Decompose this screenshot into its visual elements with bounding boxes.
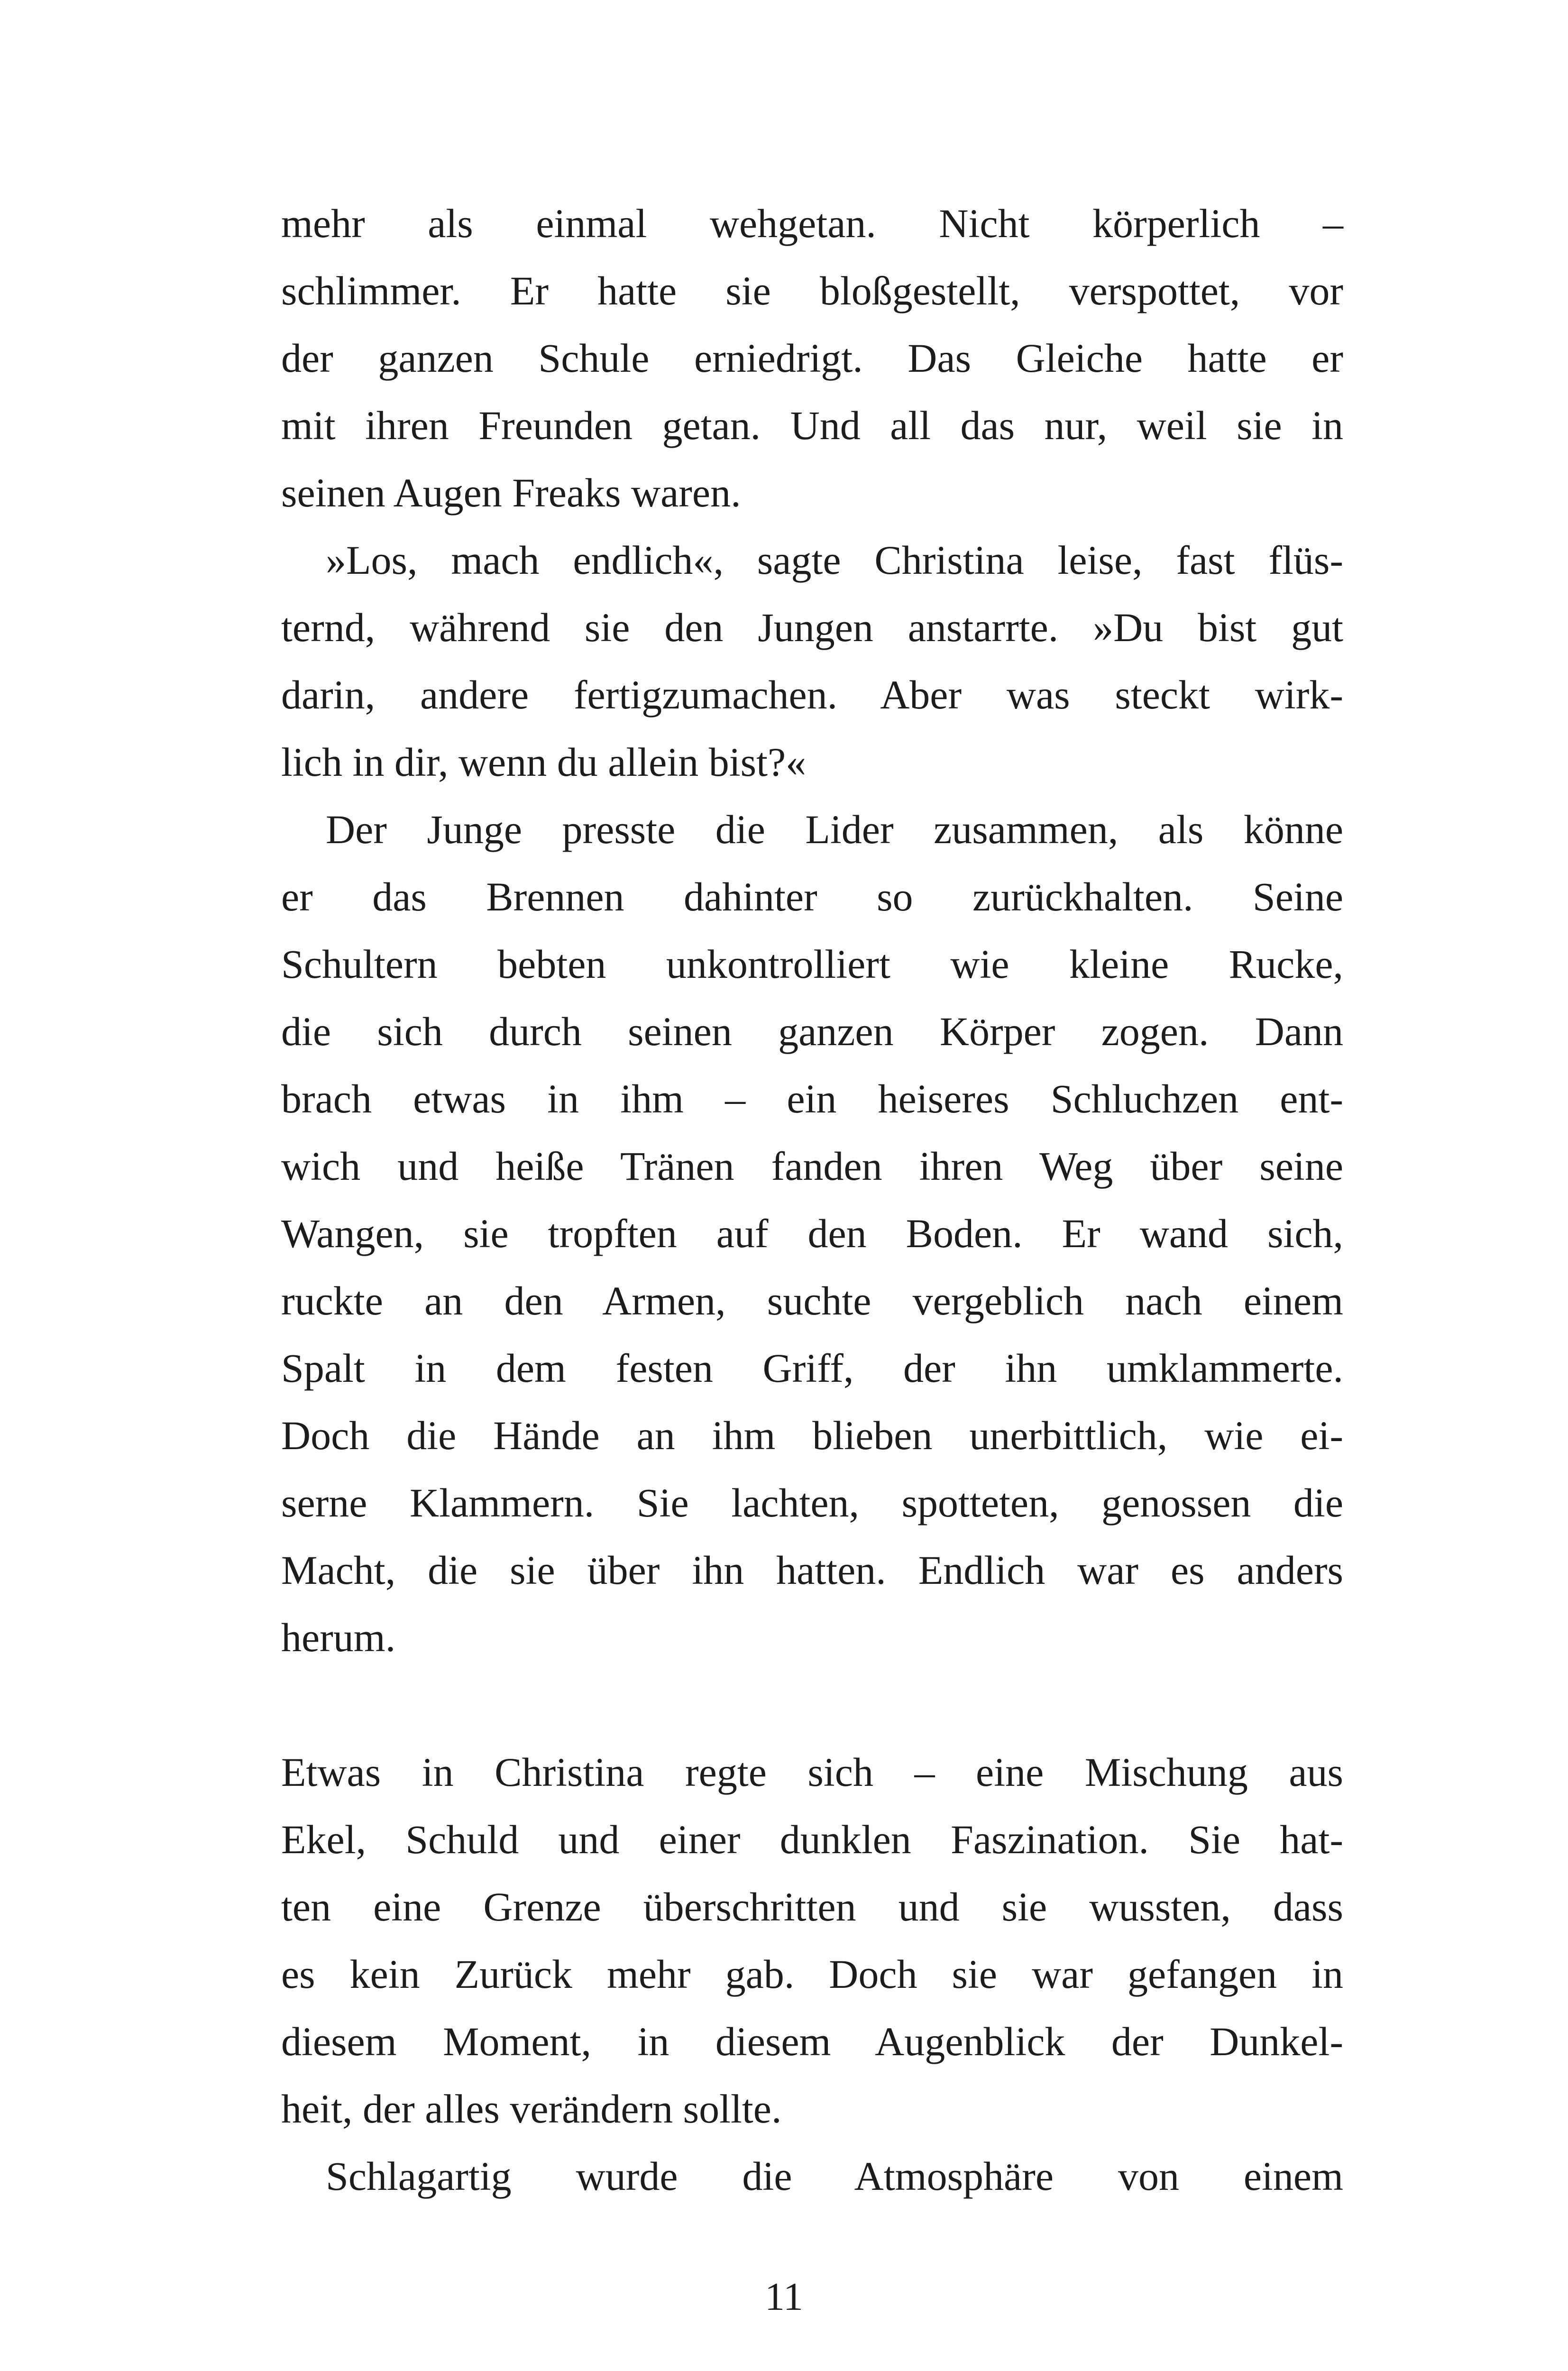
text-line: der ganzen Schule erniedrigt. Das Gleiche hatte er [281,335,1343,381]
text-line: es kein Zurück mehr gab. Doch sie war gefangen in [281,1951,1343,1997]
text-line: ternd, während sie den Jungen anstarrte. »Du bist gut [281,605,1343,650]
text-line: Doch die Hände an ihm blieben unerbittlich, wie ei- [281,1413,1343,1458]
text-line: ten eine Grenze überschritten und sie wussten, dass [281,1884,1343,1930]
text-line: wich und heiße Tränen fanden ihren Weg über seine [281,1143,1343,1189]
text-line: diesem Moment, in diesem Augenblick der Dunkel- [281,2019,1343,2064]
text-line: die sich durch seinen ganzen Körper zogen. Dann [281,1009,1343,1054]
text-line: seinen Augen Freaks waren. [281,470,741,515]
text-line: mit ihren Freunden getan. Und all das nur, weil sie in [281,403,1343,448]
page-number: 11 [765,2275,803,2319]
text-line: Ekel, Schuld und einer dunklen Faszination. Sie hat- [281,1817,1343,1862]
text-line: darin, andere fertigzumachen. Aber was steckt wirk- [281,672,1343,717]
text-line: »Los, mach endlich«, sagte Christina leise, fast flüs- [326,537,1343,583]
text-line: ruckte an den Armen, suchte vergeblich nach einem [281,1278,1343,1323]
text-line: er das Brennen dahinter so zurückhalten. Seine [281,874,1343,919]
text-line: Schultern bebten unkontrolliert wie kleine Rucke, [281,941,1343,987]
text-line: heit, der alles verändern sollte. [281,2086,782,2132]
text-line: serne Klammern. Sie lachten, spotteten, genossen die [281,1480,1343,1526]
text-line: Spalt in dem festen Griff, der ihn umklammerte. [281,1345,1343,1391]
text-line: herum. [281,1615,396,1660]
text-line: Schlagartig wurde die Atmosphäre von einem [326,2153,1343,2199]
text-line: brach etwas in ihm – ein heiseres Schluchzen ent- [281,1076,1343,1121]
text-line: mehr als einmal wehgetan. Nicht körperlich – [281,201,1343,246]
text-line: Wangen, sie tropften auf den Boden. Er wand sich, [281,1211,1343,1256]
text-line: lich in dir, wenn du allein bist?« [281,739,807,785]
text-line: schlimmer. Er hatte sie bloßgestellt, verspottet, vor [281,268,1343,313]
text-line: Der Junge presste die Lider zusammen, als könne [326,807,1343,852]
text-line: Etwas in Christina regte sich – eine Mischung aus [281,1749,1343,1795]
text-line: Macht, die sie über ihn hatten. Endlich war es anders [281,1547,1343,1593]
